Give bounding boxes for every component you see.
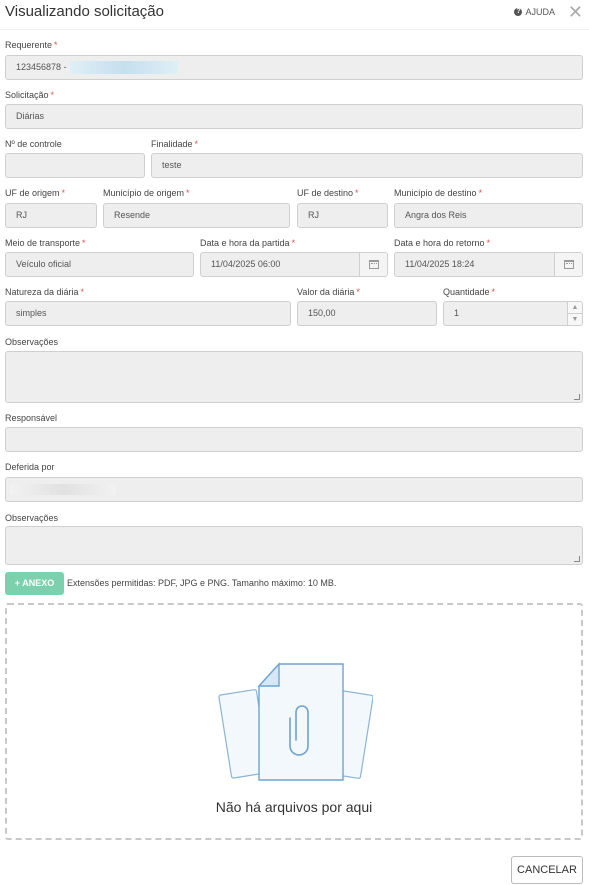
municipio-destino-label: Município de destino * — [394, 188, 483, 198]
solicitacao-field[interactable]: Diárias — [5, 104, 583, 129]
municipio-destino-field[interactable]: Angra dos Reis — [394, 203, 583, 228]
uf-origem-field[interactable]: RJ — [5, 203, 97, 228]
responsavel-field[interactable] — [5, 427, 583, 452]
responsavel-label: Responsável — [5, 413, 58, 423]
solicitacao-label: Solicitação * — [5, 90, 55, 100]
quantidade-value: 1 — [454, 308, 460, 318]
observacoes-label: Observações — [5, 337, 59, 347]
controle-field[interactable] — [5, 153, 145, 178]
attachment-dropzone[interactable] — [5, 603, 583, 840]
requerente-value: 123456878 - — [16, 62, 67, 72]
partida-value: 11/04/2025 06:00 — [211, 259, 281, 269]
close-icon[interactable]: ✕ — [567, 2, 583, 22]
observacoes-textarea[interactable] — [5, 351, 583, 403]
cancel-button[interactable]: CANCELAR — [511, 856, 583, 884]
municipio-origem-field[interactable]: Resende — [103, 203, 290, 228]
empty-attachments-message: Não há arquivos por aqui — [215, 799, 373, 815]
quantidade-label: Quantidade * — [443, 287, 496, 297]
valor-label: Valor da diária * — [297, 287, 360, 297]
retorno-field[interactable] — [394, 252, 583, 277]
empty-files-icon — [217, 662, 373, 784]
resize-handle-icon[interactable] — [574, 394, 580, 400]
retorno-value: 11/04/2025 18:24 — [405, 259, 475, 269]
allowed-extensions-text: Extensões permitidas: PDF, JPG e PNG. Tamanho máximo: 10 MB. — [67, 578, 337, 588]
modal-header — [0, 0, 589, 30]
deferida-por-field[interactable] — [5, 477, 583, 502]
transporte-field[interactable]: Veículo oficial — [5, 252, 194, 277]
valor-field[interactable]: 150,00 — [297, 301, 437, 326]
question-circle-icon: ? — [516, 8, 521, 15]
requerente-label: Requerente * — [5, 40, 58, 50]
transporte-label: Meio de transporte * — [5, 238, 86, 248]
resize-handle-icon[interactable] — [574, 556, 580, 562]
chevron-down-icon[interactable]: ▼ — [571, 315, 579, 323]
partida-label: Data e hora da partida * — [200, 238, 296, 248]
uf-destino-label: UF de destino * — [297, 188, 359, 198]
uf-origem-label: UF de origem * — [5, 188, 66, 198]
help-link[interactable] — [514, 7, 555, 17]
finalidade-field[interactable]: teste — [151, 153, 583, 178]
redacted-name — [70, 61, 178, 74]
redacted-name — [10, 484, 116, 495]
chevron-up-icon[interactable]: ▲ — [568, 302, 582, 314]
add-attachment-button[interactable]: + ANEXO — [5, 572, 64, 595]
modal-title: Visualizando solicitação — [5, 3, 164, 20]
municipio-origem-label: Município de origem * — [103, 188, 190, 198]
partida-field[interactable] — [200, 252, 388, 277]
controle-label: Nº de controle — [5, 139, 62, 149]
requerente-field[interactable] — [5, 55, 583, 80]
uf-destino-field[interactable]: RJ — [297, 203, 388, 228]
deferida-por-label: Deferida por — [5, 462, 55, 472]
natureza-field[interactable]: simples — [5, 301, 291, 326]
observacoes-label: Observações — [5, 513, 59, 523]
retorno-label: Data e hora do retorno * — [394, 238, 491, 248]
calendar-icon[interactable] — [554, 253, 582, 276]
help-label: AJUDA — [525, 7, 555, 17]
quantity-stepper[interactable] — [567, 302, 582, 325]
natureza-label: Natureza da diária * — [5, 287, 85, 297]
observacoes-textarea[interactable] — [5, 526, 583, 565]
quantidade-field[interactable] — [443, 301, 583, 326]
calendar-icon[interactable] — [359, 253, 387, 276]
finalidade-label: Finalidade * — [151, 139, 199, 149]
